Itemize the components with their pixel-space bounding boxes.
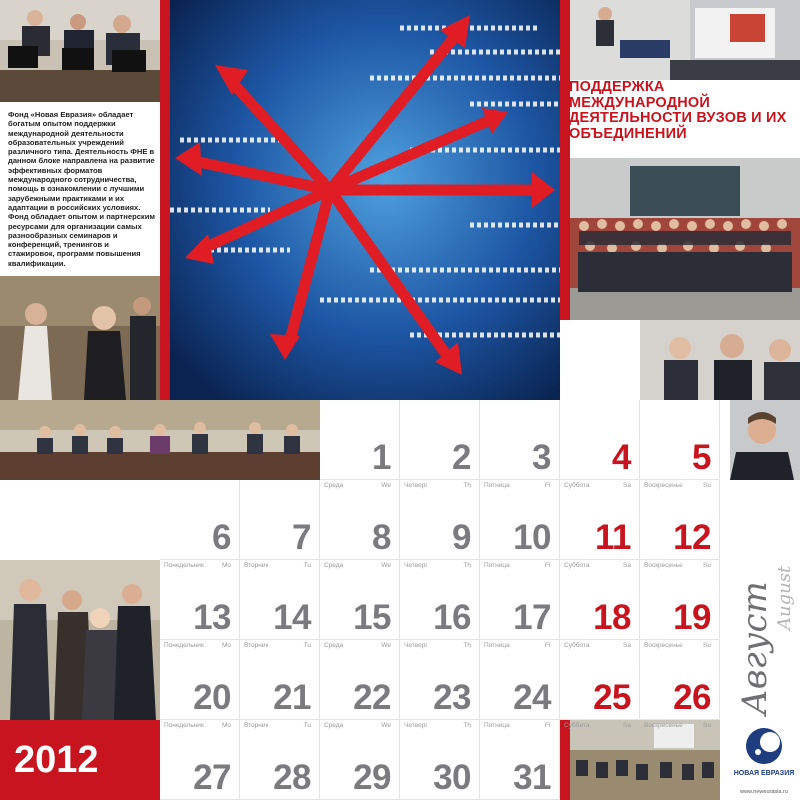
- weekday-abbr-en: Sa: [623, 722, 631, 729]
- day-number: 2: [452, 438, 471, 477]
- weekday-abbr-en: Mo: [221, 562, 231, 569]
- photo-conference-panel: [0, 0, 160, 102]
- calendar-day-cell: [240, 480, 320, 569]
- day-number: 28: [273, 758, 311, 797]
- day-number: 13: [193, 598, 231, 637]
- logo-block: [728, 724, 800, 800]
- weekday-name-ru: Среда: [324, 482, 344, 489]
- day-number: 5: [692, 438, 711, 477]
- day-number: 3: [532, 438, 551, 477]
- month-label: [708, 490, 798, 720]
- day-number: 19: [673, 598, 711, 637]
- calendar-day-cell: [400, 640, 480, 729]
- weekday-name-ru: Пятница: [484, 722, 510, 729]
- weekday-abbr-en: Su: [703, 722, 711, 729]
- weekday-abbr-en: Th: [463, 722, 471, 729]
- calendar-day-cell: [480, 480, 560, 569]
- photo-arrows-graphic: [170, 0, 560, 400]
- calendar-day-cell: [320, 720, 400, 800]
- calendar-day-cell: [160, 560, 240, 649]
- weekday-name-ru: Среда: [324, 722, 344, 729]
- day-number: 24: [513, 678, 551, 717]
- calendar-day-cell: [400, 560, 480, 649]
- weekday-abbr-en: Su: [703, 482, 711, 489]
- day-number: 6: [212, 518, 231, 557]
- weekday-abbr-en: Su: [703, 642, 711, 649]
- calendar-day-cell: [640, 400, 720, 489]
- day-number: 29: [353, 758, 391, 797]
- photo-roundtable: [0, 400, 320, 480]
- photo-men-talking: [0, 560, 160, 720]
- weekday-name-ru: Четверг: [404, 722, 428, 729]
- day-number: 30: [433, 758, 471, 797]
- weekday-abbr-en: Th: [463, 562, 471, 569]
- day-number: 22: [353, 678, 391, 717]
- calendar-day-cell: [160, 640, 240, 729]
- day-number: 17: [513, 598, 551, 637]
- weekday-abbr-en: Fr: [544, 562, 551, 569]
- calendar-day-cell: [240, 640, 320, 729]
- day-number: 26: [673, 678, 711, 717]
- weekday-name-ru: Воскресенье: [644, 642, 683, 649]
- red-accent-bar-right: [560, 0, 570, 320]
- photo-women-conversation: [0, 276, 160, 400]
- weekday-name-ru: Среда: [324, 642, 344, 649]
- weekday-name-ru: Понедельник: [164, 642, 204, 649]
- section-title: ПОДДЕРЖКА МЕЖДУНАРОДНОЙ ДЕЯТЕЛЬНОСТИ ВУЗОВ И ИХ ОБЪЕДИНЕНИЙ: [569, 79, 787, 142]
- weekday-abbr-en: We: [381, 482, 391, 489]
- calendar-day-cell: [320, 640, 400, 729]
- year-label: 2012: [0, 720, 160, 800]
- day-number: 7: [292, 518, 311, 557]
- weekday-name-ru: Пятница: [484, 562, 510, 569]
- weekday-name-ru: Среда: [324, 562, 344, 569]
- day-number: 4: [612, 438, 631, 477]
- weekday-name-ru: Четверг: [404, 562, 428, 569]
- weekday-name-ru: Четверг: [404, 642, 428, 649]
- weekday-name-ru: Воскресенье: [644, 482, 683, 489]
- calendar-day-cell: [560, 400, 640, 489]
- weekday-abbr-en: Fr: [544, 482, 551, 489]
- calendar-day-cell: [240, 720, 320, 800]
- calendar-day-cell: [560, 560, 640, 649]
- weekday-abbr-en: Sa: [623, 562, 631, 569]
- calendar-day-cell: [480, 400, 560, 489]
- day-number: 1: [372, 438, 391, 477]
- day-number: 11: [595, 518, 631, 557]
- logo-url: www.neweurasia.ru: [740, 789, 788, 795]
- calendar-day-cell: [400, 720, 480, 800]
- weekday-name-ru: Понедельник: [164, 722, 204, 729]
- weekday-abbr-en: Sa: [623, 642, 631, 649]
- calendar-day-cell: [160, 720, 240, 800]
- weekday-name-ru: Четверг: [404, 482, 428, 489]
- weekday-abbr-en: Mo: [221, 722, 231, 729]
- calendar-day-cell: [160, 480, 240, 569]
- day-number: 18: [593, 598, 631, 637]
- day-number: 16: [433, 598, 471, 637]
- calendar-day-cell: [400, 480, 480, 569]
- photo-conference-room: [570, 720, 720, 800]
- calendar-day-cell: [560, 480, 640, 569]
- photo-audience: [640, 320, 800, 400]
- weekday-name-ru: Суббота: [564, 482, 590, 489]
- calendar-day-cell: [320, 480, 400, 569]
- day-number: 8: [372, 518, 391, 557]
- weekday-name-ru: Вторник: [244, 562, 269, 569]
- day-number: 14: [273, 598, 311, 637]
- day-number: 27: [193, 758, 231, 797]
- photo-speaker: [730, 400, 800, 480]
- photo-group: [570, 158, 800, 320]
- calendar-day-cell: [480, 720, 560, 800]
- day-number: 21: [273, 678, 311, 717]
- weekday-abbr-en: Fr: [544, 722, 551, 729]
- weekday-abbr-en: Tu: [303, 562, 311, 569]
- day-number: 15: [353, 598, 391, 637]
- weekday-abbr-en: We: [381, 722, 391, 729]
- weekday-name-ru: Вторник: [244, 722, 269, 729]
- weekday-name-ru: Воскресенье: [644, 562, 683, 569]
- weekday-abbr-en: Sa: [623, 482, 631, 489]
- weekday-name-ru: Суббота: [564, 562, 590, 569]
- day-number: 10: [513, 518, 551, 557]
- month-ru: Август: [735, 581, 775, 715]
- calendar-day-cell: [320, 400, 400, 489]
- weekday-name-ru: Суббота: [564, 722, 590, 729]
- weekday-abbr-en: Su: [703, 562, 711, 569]
- logo-name: НОВАЯ ЕВРАЗИЯ: [733, 770, 795, 777]
- calendar-day-cell: [480, 640, 560, 729]
- logo-icon: [728, 724, 800, 768]
- calendar-day-cell: [240, 560, 320, 649]
- weekday-abbr-en: Fr: [544, 642, 551, 649]
- month-en: August: [774, 565, 795, 630]
- calendar-day-cell: [560, 640, 640, 729]
- weekday-abbr-en: Mo: [221, 642, 231, 649]
- calendar-day-cell: [320, 560, 400, 649]
- day-number: 25: [593, 678, 631, 717]
- weekday-name-ru: Воскресенье: [644, 722, 683, 729]
- photo-lecture-hall: [570, 0, 800, 80]
- calendar-day-cell: [400, 400, 480, 489]
- weekday-abbr-en: Th: [463, 642, 471, 649]
- day-number: 20: [193, 678, 231, 717]
- weekday-name-ru: Вторник: [244, 642, 269, 649]
- red-accent-bar-mid: [560, 720, 570, 800]
- intro-text: Фонд «Новая Евразия» обладает богатым опытом поддержки международной деятельности образовательных учреждений различного типа. Деятельность ФНЕ в данном блоке направлена на развитие эффективных форматов международного сотрудничества, помощь в ознакомлении с лучшими зарубежными практиками и их адаптации в российских условиях. Фонд обладает опытом и партнерским ресурсами для организации самых разнообразных семинаров и конференций, тренингов и стажировок, программ повышения квалификации.: [8, 110, 156, 268]
- calendar-day-cell: [480, 560, 560, 649]
- weekday-name-ru: Суббота: [564, 642, 590, 649]
- weekday-abbr-en: Th: [463, 482, 471, 489]
- weekday-abbr-en: Tu: [303, 642, 311, 649]
- weekday-abbr-en: We: [381, 642, 391, 649]
- day-number: 23: [433, 678, 471, 717]
- weekday-name-ru: Пятница: [484, 482, 510, 489]
- red-accent-bar-left: [160, 0, 170, 400]
- weekday-abbr-en: We: [381, 562, 391, 569]
- weekday-name-ru: Пятница: [484, 642, 510, 649]
- weekday-abbr-en: Tu: [303, 722, 311, 729]
- day-number: 9: [452, 518, 471, 557]
- weekday-name-ru: Понедельник: [164, 562, 204, 569]
- day-number: 31: [513, 758, 551, 797]
- day-number: 12: [673, 518, 711, 557]
